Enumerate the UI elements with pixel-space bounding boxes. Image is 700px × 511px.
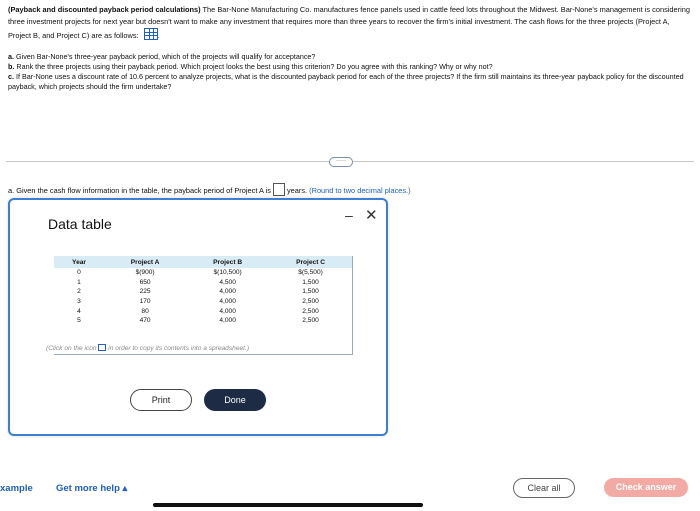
header-project-a: Project A [104,256,186,268]
table-row: 2 225 4,000 1,500 [77,288,319,296]
rounding-hint: (Round to two decimal places.) [309,186,411,195]
spreadsheet-grid-icon[interactable] [144,28,158,40]
done-button[interactable]: Done [204,389,266,411]
example-link[interactable]: xample [0,483,33,494]
close-icon[interactable]: ✕ [365,207,378,224]
copy-caption: (Click on the icon in order to copy its contents into a spreadsheet.) [46,345,250,352]
data-table-dialog [8,198,388,436]
header-project-c: Project C [269,256,352,268]
get-more-help-link[interactable]: Get more help ▴ [56,483,128,494]
table-header-row [54,256,352,268]
header-project-b: Project B [186,256,269,268]
question-list [8,52,692,92]
check-answer-button[interactable]: Check answer [604,478,688,497]
dialog-title: Data table [48,216,112,232]
table-row: 5 470 4,000 2,500 [77,317,319,325]
cash-flow-table [54,256,353,355]
print-button[interactable]: Print [130,389,192,411]
table-row: 0 $(900) $(10,500) $(5,500) [77,269,323,277]
question-b: b. Rank the three projects using their payback period. Which project looks the best using this criterion? Do you agree with this ranking? Why or why not? [8,62,493,71]
problem-title: (Payback and discounted payback period calculations) [8,5,201,14]
table-row: 4 80 4,000 2,500 [77,307,319,315]
answer-input[interactable] [273,183,285,196]
answer-prompt: a. Given the cash flow information in the table, the payback period of Project A is years. (Round to two decimal places.) [8,183,411,196]
problem-statement: (Payback and discounted payback period calculations) The Bar-None Manufacturing Co. manufactures fence panels used in cattle feed lots throughout the Midwest. Bar-None's management is considering three investment projects for next year but doesn't want to make any investment that requires more than three years to recover the firm's initial investment. The cash flows for the three projects (Project A, Project B, and Project C) are as follows: . [8,5,690,40]
home-indicator-bar [153,503,423,507]
copy-icon[interactable] [98,344,106,351]
table-row: 3 170 4,000 2,500 [77,298,319,306]
table-row: 1 650 4,500 1,500 [77,278,319,286]
clear-all-button[interactable]: Clear all [513,478,575,498]
expand-more-button[interactable]: ····· [329,157,353,167]
problem-text: The Bar-None Manufacturing Co. manufactures fence panels used in cattle feed lots throughout the Midwest. Bar-None's management is considering three investment projects for next year but doesn't want to make any investment that requires more than three years to recover the firm's initial investment. The cash flows for the three projects (Project A, Project B, and Project C) are as follows: [8,5,690,40]
question-c: c. If Bar-None uses a discount rate of 10.6 percent to analyze projects, what is the discounted payback period for each of the three projects? If the firm still maintains its three-year payback policy for the discounted payback, which projects should the firm undertake? [8,72,684,91]
question-a: a. Given Bar-None's three-year payback period, which of the projects will qualify for acceptance? [8,52,316,61]
minimize-icon[interactable]: – [345,207,353,223]
header-year: Year [54,256,104,268]
